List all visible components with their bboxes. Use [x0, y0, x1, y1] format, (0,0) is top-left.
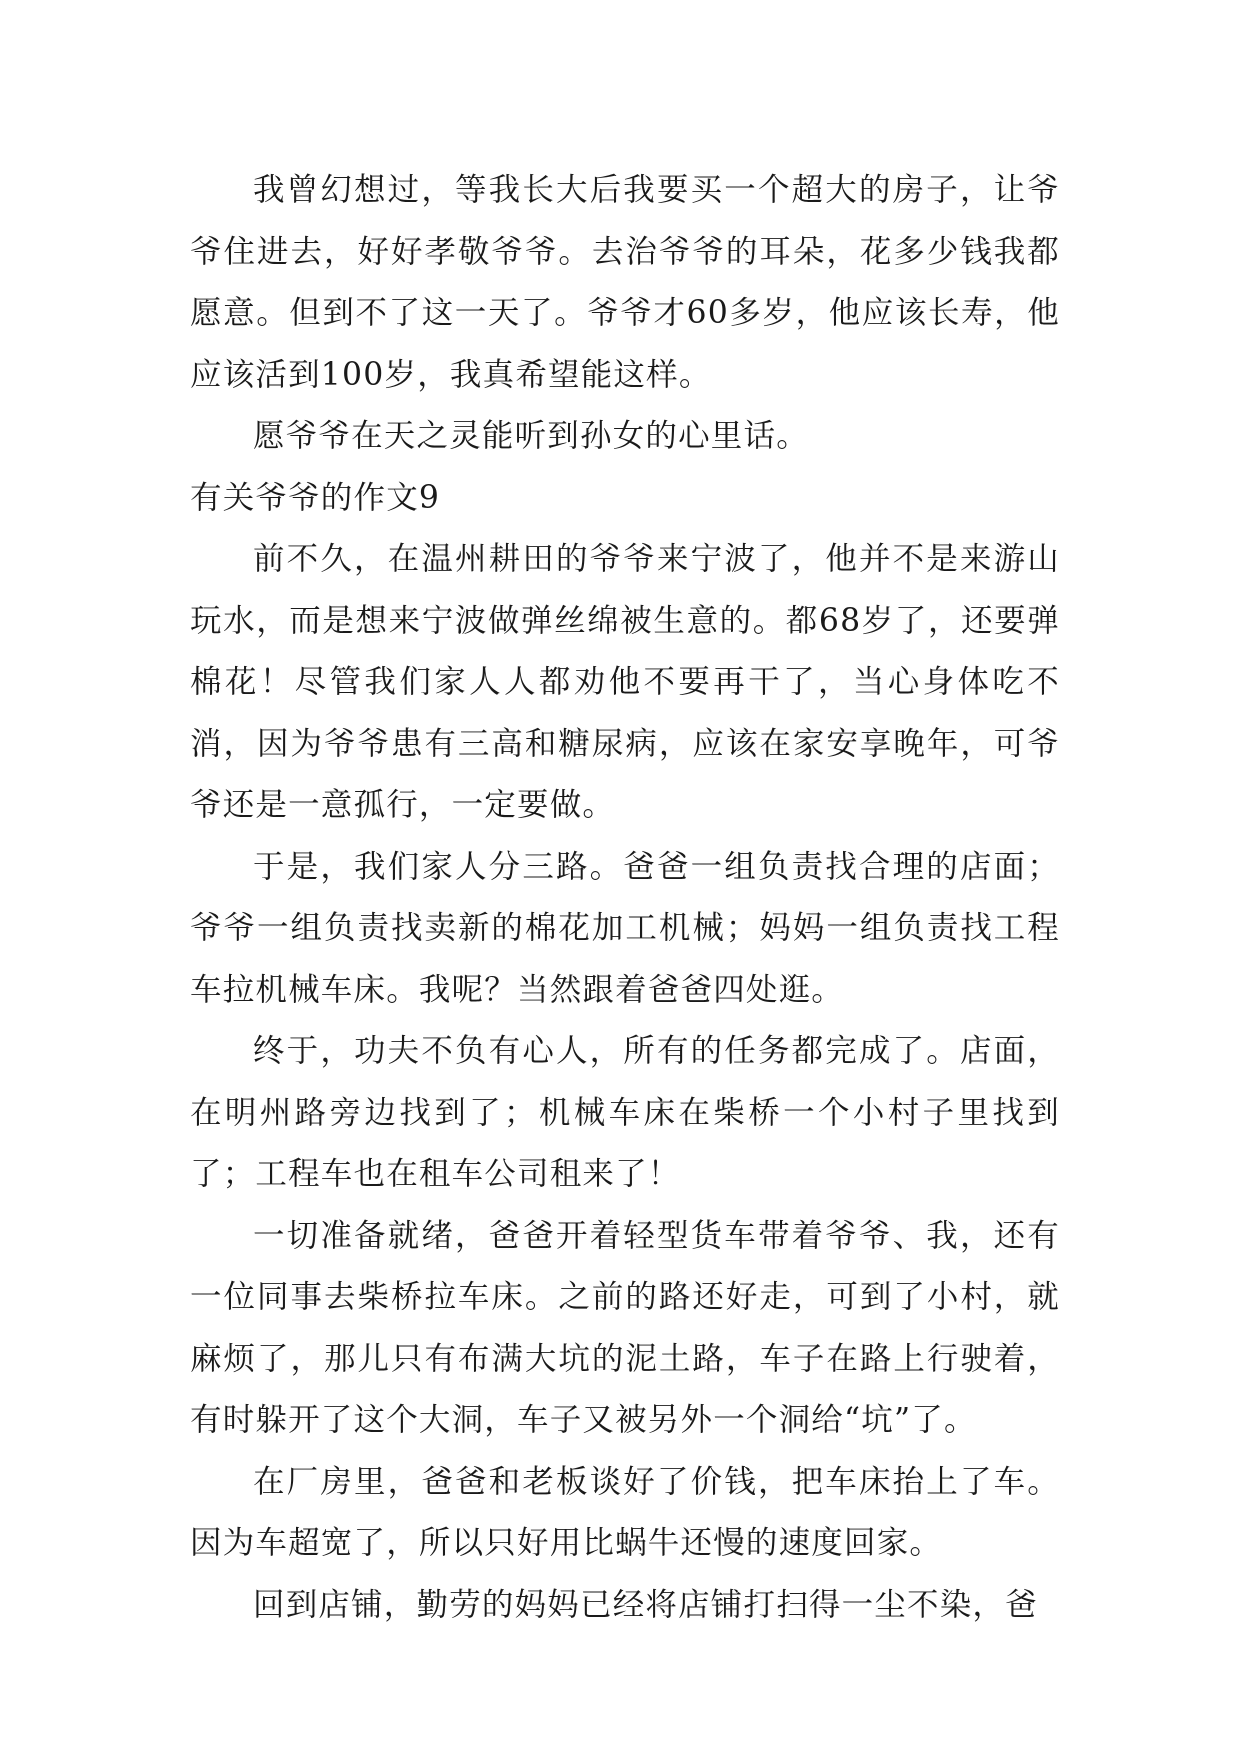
- paragraph: 终于，功夫不负有心人，所有的任务都完成了。店面，在明州路旁边找到了；机械车床在柴桥一个小村子里找到了；工程车也在租车公司租来了！: [190, 1033, 1060, 1192]
- paragraph: 回到店铺，勤劳的妈妈已经将店铺打扫得一尘不染，爸: [253, 1586, 1038, 1623]
- paragraph: 一切准备就绪，爸爸开着轻型货车带着爷爷、我，还有一位同事去柴桥拉车床。之前的路还好走，可到了小村，就麻烦了，那儿只有布满大坑的泥土路，车子在路上行驶着，有时躲开了这个大洞，车子又被另外一个洞给“坑”了。: [190, 1217, 1060, 1438]
- section-heading: 有关爷爷的作文9: [190, 479, 441, 516]
- paragraph: 愿爷爷在天之灵能听到孙女的心里话。: [253, 418, 809, 454]
- document-body: [190, 160, 1060, 1636]
- paragraph: 在厂房里，爸爸和老板谈好了价钱，把车床抬上了车。因为车超宽了，所以只好用比蜗牛还慢的速度回家。: [190, 1463, 1060, 1561]
- paragraph: 我曾幻想过，等我长大后我要买一个超大的房子，让爷爷住进去，好好孝敬爷爷。去治爷爷的耳朵，花多少钱我都愿意。但到不了这一天了。爷爷才60多岁，他应该长寿，他应该活到100岁，我真希望能这样。: [190, 172, 1060, 393]
- paragraph: 前不久，在温州耕田的爷爷来宁波了，他并不是来游山玩水，而是想来宁波做弹丝绵被生意的。都68岁了，还要弹棉花！尽管我们家人人都劝他不要再干了，当心身体吃不消，因为爷爷患有三高和糖尿病，应该在家安享晚年，可爷爷还是一意孤行，一定要做。: [190, 541, 1060, 823]
- paragraph: 于是，我们家人分三路。爸爸一组负责找合理的店面；爷爷一组负责找卖新的棉花加工机械；妈妈一组负责找工程车拉机械车床。我呢？当然跟着爸爸四处逛。: [190, 848, 1060, 1008]
